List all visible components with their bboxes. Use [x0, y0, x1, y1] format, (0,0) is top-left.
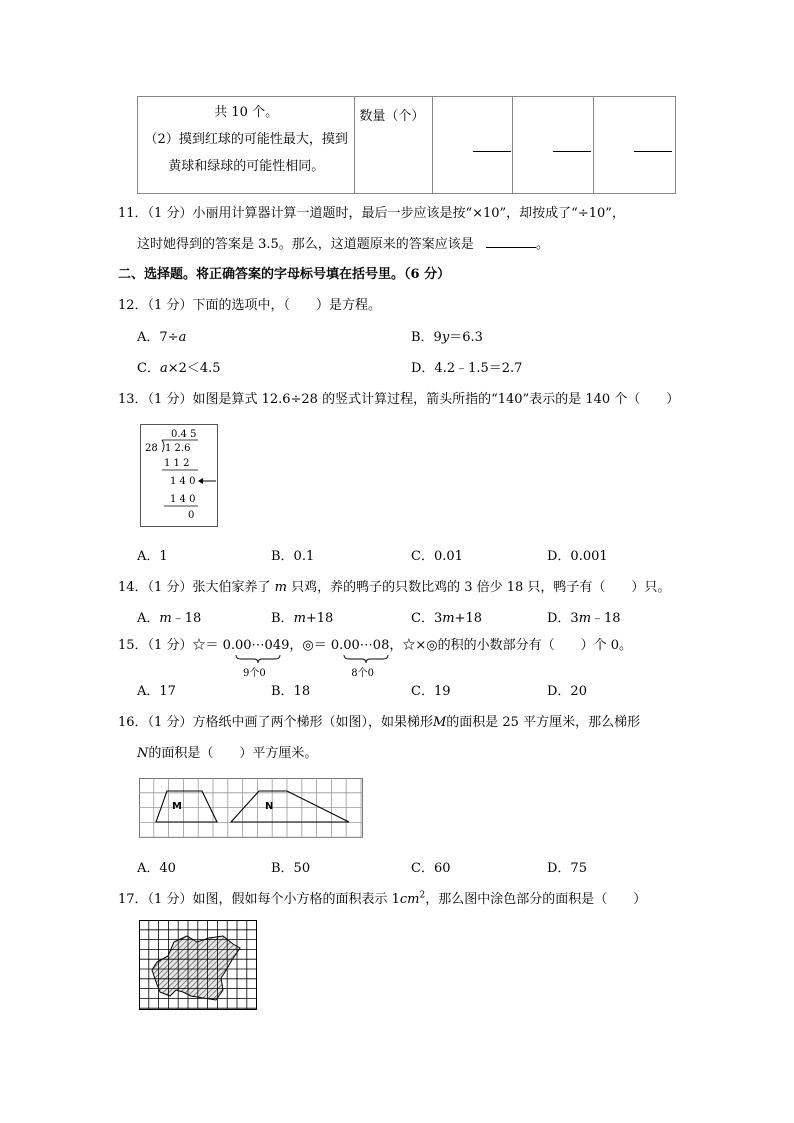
- q12-option-d[interactable]: D．4.2﹣1.5＝2.7: [411, 361, 523, 376]
- q16-line2: [137, 742, 317, 761]
- q14-option-b[interactable]: [271, 607, 333, 626]
- q15-option-b[interactable]: B．18: [271, 684, 311, 699]
- probability-table: [137, 96, 676, 194]
- shaded-area-figure: [139, 920, 257, 1010]
- option-text: ﹣18: [591, 611, 621, 626]
- arrow-icon: [198, 478, 216, 484]
- answer-blank[interactable]: [486, 247, 536, 248]
- table-cell-blank2: [513, 97, 593, 194]
- stem-text: 8，☆×◎的积的小数部分有（ ）个 0。: [381, 638, 632, 653]
- option-text: C．3: [411, 611, 443, 626]
- long-division-figure: [140, 424, 218, 527]
- unit-exponent: 2: [419, 890, 426, 901]
- option-text: B．9: [411, 330, 442, 345]
- option-text: C．: [137, 361, 160, 376]
- option-text: ×2＜4.5: [167, 361, 221, 376]
- q14-option-a[interactable]: [137, 607, 201, 626]
- stem-var: m: [274, 580, 287, 595]
- remainder-1: 1 4 0: [170, 476, 196, 487]
- option-var: a: [178, 330, 187, 345]
- q11-end: 。: [535, 237, 549, 252]
- label-n: N: [265, 801, 274, 812]
- q13-option-c[interactable]: C．0.01: [411, 549, 463, 564]
- remainder-final: 0: [188, 510, 195, 521]
- stem-var: N: [137, 746, 149, 761]
- q13-option-d[interactable]: D．0.001: [547, 549, 608, 564]
- option-text: A．: [137, 611, 160, 626]
- dividend: 1 2.6: [165, 443, 191, 454]
- divisor: 28: [145, 443, 158, 454]
- q13-stem: 13．（1 分）如图是算式 12.6÷28 的竖式计算过程，箭头所指的“140”表示的是 140 个（ ）: [118, 392, 680, 407]
- table-line: （2）摸到红球的可能性最大，摸到: [144, 132, 348, 147]
- stem-text: 的面积是 25 平方厘米，那么梯形: [446, 715, 641, 730]
- zeros-text: 00⋯0: [343, 638, 382, 653]
- brace-label: 8个0: [351, 668, 374, 679]
- option-text: D．3: [547, 611, 579, 626]
- table-cell-blank3: [593, 97, 675, 194]
- option-var: m: [159, 611, 172, 626]
- q12-option-c[interactable]: [137, 357, 221, 376]
- option-text: +18: [305, 611, 334, 626]
- brace-icon: [343, 654, 389, 664]
- q16-option-b[interactable]: B．50: [271, 861, 311, 876]
- subtrahend-2: 1 4 0: [170, 494, 196, 505]
- brace-icon: [235, 654, 281, 664]
- quantity-label: 数量（个）: [359, 109, 425, 124]
- q11-line1: 11．（1 分）小丽用计算器计算一道题时，最后一步应该是按“×10”，却按成了“÷10”，: [118, 206, 625, 221]
- unit: cm: [399, 892, 420, 907]
- q12-option-b[interactable]: [411, 326, 483, 345]
- option-text: +18: [454, 611, 482, 626]
- answer-blank[interactable]: [634, 151, 672, 152]
- stem-text: 15．（1 分）☆＝ 0.: [118, 638, 235, 653]
- q11-text: 这时她得到的答案是 3.5。那么，这道题原来的答案应该是: [137, 237, 474, 252]
- option-var: m: [442, 611, 455, 626]
- quotient: 0.4 5: [171, 429, 197, 440]
- option-text: ﹣18: [171, 611, 202, 626]
- q15-option-d[interactable]: D．20: [547, 684, 587, 699]
- q17-stem: [118, 888, 646, 907]
- stem-text: 16．（1 分）方格纸中画了两个梯形（如图），如果梯形: [118, 715, 433, 730]
- q16-option-d[interactable]: D．75: [547, 861, 587, 876]
- answer-blank[interactable]: [553, 151, 591, 152]
- q14-option-c[interactable]: [411, 607, 482, 626]
- stem-text: ，那么图中涂色部分的面积是（ ）: [425, 892, 647, 907]
- stem-text: 17．（1 分）如图，假如每个小方格的面积表示 1: [118, 892, 400, 907]
- stem-text: 49，◎＝ 0.: [272, 638, 344, 653]
- stem-text: 的面积是（ ）平方厘米。: [148, 746, 318, 761]
- option-var: a: [159, 361, 168, 376]
- q14-option-d[interactable]: [547, 607, 621, 626]
- label-m: M: [172, 801, 182, 812]
- q13-option-b[interactable]: B．0.1: [271, 549, 315, 564]
- section-heading: 二、选择题。将正确答案的字母标号填在括号里。（6 分）: [118, 267, 451, 282]
- q12-option-a[interactable]: [137, 326, 186, 345]
- subtrahend-1: 1 1 2: [164, 458, 190, 469]
- stem-var: M: [432, 715, 447, 730]
- q11-line2: [137, 233, 549, 252]
- table-cell-description: [138, 97, 355, 194]
- zeros-group-1: [234, 638, 273, 679]
- zeros-group-2: [343, 638, 382, 679]
- option-var: m: [293, 611, 306, 626]
- trapezoid-grid-figure: [139, 778, 363, 838]
- q16-option-c[interactable]: C．60: [411, 861, 451, 876]
- stem-text: 14．（1 分）张大伯家养了: [118, 580, 271, 595]
- zeros-text: 00⋯0: [234, 638, 273, 653]
- q16-line1: [118, 711, 640, 730]
- q14-stem: [118, 576, 670, 595]
- stem-text: 只鸡，养的鸭子的只数比鸡的 3 倍少 18 只，鸭子有（ ）只。: [291, 580, 671, 595]
- option-var: m: [578, 611, 592, 626]
- table-line: 共 10 个。: [214, 105, 279, 120]
- option-text: A．7÷: [137, 330, 179, 345]
- table-line: 黄球和绿球的可能性相同。: [168, 159, 325, 174]
- brace-label: 9个0: [242, 668, 266, 679]
- q13-option-a[interactable]: A．1: [137, 549, 168, 564]
- q15-option-c[interactable]: C．19: [411, 684, 451, 699]
- table-cell-quantity: [355, 97, 433, 194]
- table-cell-blank1: [433, 97, 513, 194]
- option-text: B．: [271, 611, 294, 626]
- answer-blank[interactable]: [473, 151, 511, 152]
- option-text: ＝6.3: [449, 330, 483, 345]
- q15-stem: [118, 634, 632, 679]
- option-var: y: [441, 330, 450, 345]
- q16-option-a[interactable]: A．40: [137, 861, 176, 876]
- q15-option-a[interactable]: A．17: [137, 684, 176, 699]
- q12-stem: 12．（1 分）下面的选项中，（ ）是方程。: [118, 298, 381, 313]
